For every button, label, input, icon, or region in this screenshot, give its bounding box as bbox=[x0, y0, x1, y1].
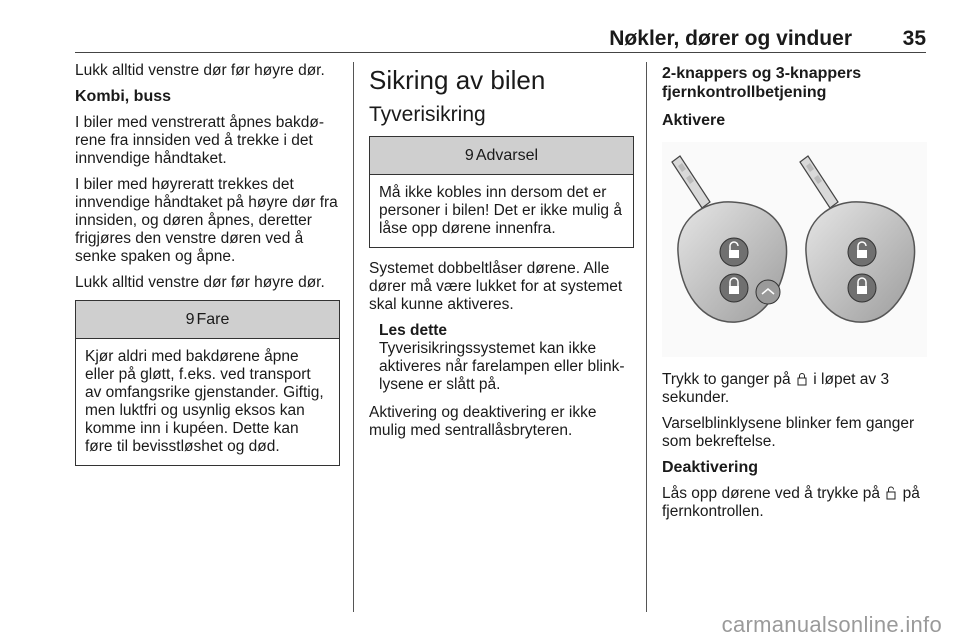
column-3 bbox=[662, 62, 930, 529]
header-divider bbox=[75, 52, 926, 53]
warning-box bbox=[369, 136, 634, 248]
paragraph: Lukk alltid venstre dør før høyre dør. bbox=[75, 62, 325, 79]
column-1 bbox=[75, 62, 340, 478]
subsection-heading: Tyverisikring bbox=[369, 103, 486, 126]
paragraph: Aktivering og deaktivering er ikke mulig med sentrallåsbryteren. bbox=[369, 404, 597, 439]
note-title: Les dette bbox=[379, 322, 448, 339]
remote-keys-illustration bbox=[662, 142, 927, 357]
deactivate-heading: Deaktivering bbox=[662, 459, 759, 476]
watermark: carmanualsonline.info bbox=[721, 612, 942, 637]
paragraph: I biler med høyreratt trekkes det innvendige håndtaket på høyre dør fra innsiden, og døren åpnes, deretter frigjøres den venstre døren ved å senke spaken og åpne. bbox=[75, 176, 338, 265]
warning-box-title: Advarsel bbox=[475, 147, 539, 164]
paragraph: Varselblinklysene blinker fem ganger som bekreftelse. bbox=[662, 415, 915, 450]
section-heading: Kombi, buss bbox=[75, 88, 172, 105]
danger-box bbox=[75, 300, 340, 466]
note-block bbox=[369, 322, 634, 394]
activate-instruction: Trykk to ganger på i løpet av 3 sekunder. bbox=[662, 371, 890, 406]
warning-symbol-icon: 9 bbox=[185, 311, 195, 328]
page-number: 35 bbox=[902, 27, 926, 50]
warning-box-text: Må ikke kobles inn dersom det er personer i bilen! Det er ikke mulig å låse opp dørene innenfra. bbox=[379, 184, 622, 237]
column-2 bbox=[369, 62, 634, 448]
section-heading: 2-knappers og 3-knappers fjernkontrollbetjening bbox=[662, 65, 862, 101]
warning-symbol-icon: 9 bbox=[464, 147, 474, 164]
deactivate-instruction: Lås opp dørene ved å trykke på på fjernkontrollen. bbox=[662, 485, 920, 520]
key-fob-icon bbox=[662, 142, 927, 357]
section-heading: Sikring av bilen bbox=[369, 65, 546, 95]
column-divider-2 bbox=[646, 62, 647, 612]
warning-box-header bbox=[370, 137, 633, 175]
page-header-title: Nøkler, dører og vinduer bbox=[609, 27, 852, 50]
activate-heading: Aktivere bbox=[662, 112, 726, 129]
danger-box-header bbox=[76, 301, 339, 339]
paragraph: I biler med venstreratt åpnes bakdø-rene fra innsiden ved å trekke i det innvendige håndtaket. bbox=[75, 114, 324, 167]
lock-icon bbox=[797, 372, 807, 386]
paragraph: Systemet dobbeltlåser dørene. Alle dører må være lukket for at systemet skal kunne aktiveres. bbox=[369, 260, 623, 313]
note-text: Tyverisikringssystemet kan ikke aktiveres når farelampen eller blink-lysene er slått på. bbox=[379, 340, 625, 393]
unlock-icon bbox=[886, 486, 896, 500]
paragraph: Lukk alltid venstre dør før høyre dør. bbox=[75, 274, 325, 291]
column-divider-1 bbox=[353, 62, 354, 612]
danger-box-text: Kjør aldri med bakdørene åpne eller på gløtt, f.eks. ved transport av omfangsrike gjenstander. Giftig, men luktfri og usynlig eksos kan komme inn i kupéen. Dette kan føre til bevisstløshet og død. bbox=[85, 348, 324, 455]
danger-box-title: Fare bbox=[196, 311, 230, 328]
